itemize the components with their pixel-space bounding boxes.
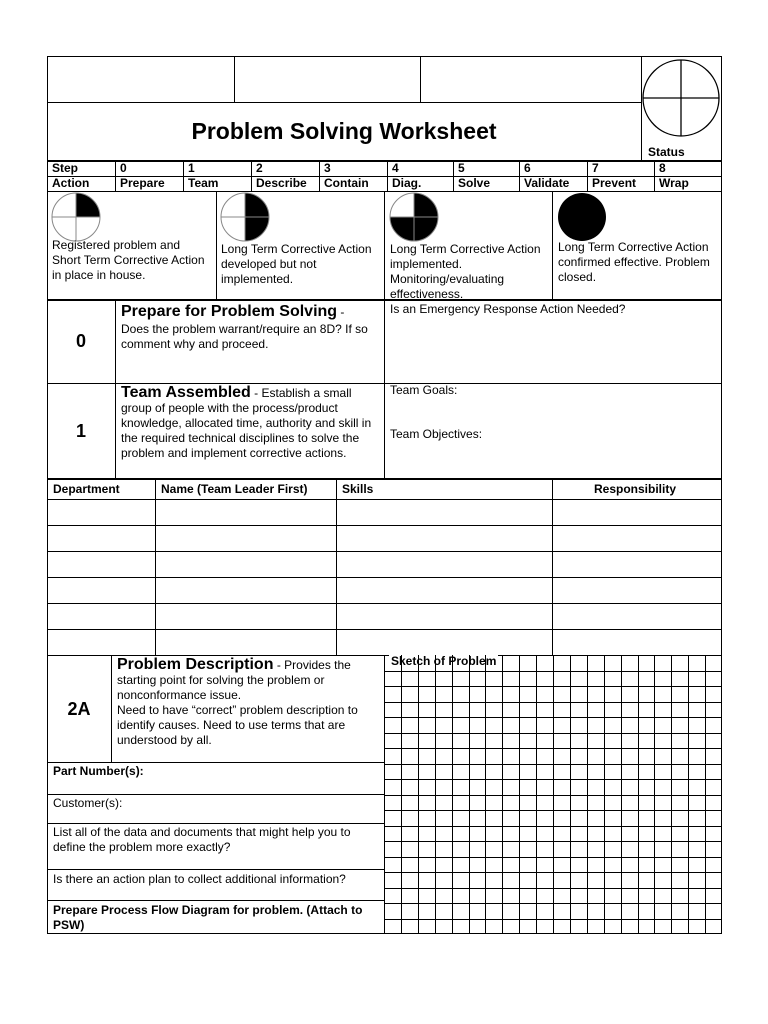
step-number: 6: [524, 161, 531, 175]
sketch-grid-line: [384, 717, 722, 718]
team-objectives-label: Team Objectives:: [390, 427, 483, 441]
status-legend-text: Registered problem and Short Term Corrective Action in place in house.: [52, 238, 205, 282]
team-table-cell[interactable]: [553, 552, 721, 576]
section-0-num-divider: [115, 300, 116, 384]
team-table-cell[interactable]: [553, 578, 721, 602]
step-number: 1: [188, 161, 195, 175]
section-2a-number: 2A: [67, 699, 91, 719]
team-table-cell[interactable]: [553, 500, 721, 524]
step-row-label: Step: [52, 161, 79, 175]
section-0-text: [121, 303, 379, 352]
header-field-3[interactable]: [421, 57, 640, 101]
steps-col-divider: [387, 161, 388, 192]
step-action[interactable]: Solve: [458, 176, 491, 190]
team-table-header: Skills: [342, 482, 374, 496]
section-2a-text: [117, 657, 380, 748]
team-table-header: Department: [53, 482, 120, 496]
team-table-cell[interactable]: [156, 604, 335, 628]
step-action[interactable]: Diag.: [392, 176, 422, 190]
section-1-heading: Team Assembled: [121, 384, 251, 401]
section-1-num-divider: [115, 383, 116, 479]
emergency-response-prompt: Is an Emergency Response Action Needed?: [390, 302, 626, 316]
section-2a-heading: Problem Description: [117, 656, 274, 673]
sketch-grid-line: [384, 748, 722, 749]
section-2a-body-1: - Provides the starting point for solving the problem or nonconformance issue.: [117, 658, 351, 702]
team-table-cell[interactable]: [48, 500, 154, 524]
team-table-cell[interactable]: [156, 630, 335, 654]
sketch-grid-line: [384, 810, 722, 811]
team-table-cell[interactable]: [337, 578, 551, 602]
sketch-grid-line: [384, 903, 722, 904]
section-0-heading-suffix: -: [337, 305, 345, 319]
section-0-right-divider: [384, 300, 385, 384]
steps-col-divider: [115, 161, 116, 192]
part-number-divider: [47, 794, 384, 795]
team-table-cell[interactable]: [48, 552, 154, 576]
action-row-label: Action: [52, 176, 90, 190]
legend-divider-2: [384, 191, 385, 300]
section-1-text: [121, 385, 381, 461]
sketch-grid-line: [384, 733, 722, 734]
header-field-1[interactable]: [48, 57, 233, 101]
team-table-cell[interactable]: [553, 630, 721, 654]
team-table-cell[interactable]: [337, 500, 551, 524]
sketch-grid-line: [384, 841, 722, 842]
step-number: 8: [659, 161, 666, 175]
status-quarter-2-icon: [220, 192, 270, 242]
status-legend-text: Long Term Corrective Action implemented. Monitoring/evaluating effectiveness.: [390, 242, 541, 301]
section-2a-header-divider: [47, 762, 384, 763]
team-goals-label: Team Goals:: [390, 383, 458, 397]
step-number: 5: [458, 161, 465, 175]
team-table-cell[interactable]: [48, 526, 154, 550]
customers-label: Customer(s):: [53, 796, 123, 810]
data-docs-divider: [47, 869, 384, 870]
step-number: 4: [392, 161, 399, 175]
status-quarter-3-icon: [389, 192, 439, 242]
team-table-cell[interactable]: [48, 604, 154, 628]
team-table-cell[interactable]: [337, 604, 551, 628]
section-0-heading: Prepare for Problem Solving: [121, 303, 338, 320]
team-table-cell[interactable]: [553, 526, 721, 550]
steps-col-divider: [183, 161, 184, 192]
status-label: Status: [648, 145, 685, 159]
step-action[interactable]: Validate: [524, 176, 570, 190]
sketch-grid-line: [384, 702, 722, 703]
flow-diagram-label: Prepare Process Flow Diagram for problem. (Attach to PSW): [53, 903, 363, 932]
customer-divider: [47, 823, 384, 824]
section-2a-body-2: Need to have “correct” problem description to identify causes. Need to use terms that are understood by all.: [117, 703, 358, 747]
status-circle-icon[interactable]: [641, 56, 721, 142]
team-table-cell[interactable]: [48, 630, 154, 654]
action-plan-label: Is there an action plan to collect additional information?: [53, 872, 346, 886]
status-quarter-1-icon: [51, 192, 101, 242]
steps-col-divider: [319, 161, 320, 192]
steps-col-divider: [654, 161, 655, 192]
data-docs-label: List all of the data and documents that might help you to define the problem more exactly?: [53, 825, 351, 854]
steps-col-divider: [587, 161, 588, 192]
step-action[interactable]: Prevent: [592, 176, 637, 190]
section-1-body: - Establish a small group of people with the process/product knowledge, allocated time, authority and skill in the required technical disciplines to solve the problem and implement corrective actions.: [121, 386, 372, 460]
section-0-number: 0: [75, 331, 86, 351]
team-table-cell[interactable]: [156, 526, 335, 550]
sketch-grid-line: [384, 888, 722, 889]
sketch-grid-line: [384, 779, 722, 780]
sketch-grid-line: [384, 919, 722, 920]
legend-divider-3: [552, 191, 553, 300]
step-number: 2: [256, 161, 263, 175]
status-legend-text: Long Term Corrective Action developed but not implemented.: [221, 242, 372, 286]
status-legend-text: Long Term Corrective Action confirmed effective. Problem closed.: [558, 240, 710, 284]
header-field-2[interactable]: [235, 57, 419, 101]
section-1-number: 1: [75, 421, 86, 441]
step-action[interactable]: Prepare: [120, 176, 165, 190]
step-action[interactable]: Contain: [324, 176, 369, 190]
sketch-grid-line: [384, 764, 722, 765]
team-table-cell[interactable]: [156, 552, 335, 576]
section-1-right-divider: [384, 383, 385, 479]
page-title: Problem Solving Worksheet: [191, 118, 497, 144]
status-quarter-4-icon: [557, 192, 607, 242]
section-0-body: Does the problem warrant/require an 8D? If so comment why and proceed.: [121, 322, 368, 351]
team-table-cell[interactable]: [337, 552, 551, 576]
sketch-grid-line: [384, 872, 722, 873]
section-2a-num-divider: [111, 655, 112, 762]
team-table-cell[interactable]: [337, 630, 551, 654]
step-action[interactable]: Describe: [256, 176, 307, 190]
team-table-cell[interactable]: [48, 578, 154, 602]
team-table-cell[interactable]: [337, 526, 551, 550]
team-table-header: Responsibility: [594, 482, 677, 496]
part-numbers-label: Part Number(s):: [53, 764, 144, 778]
team-table-cell[interactable]: [553, 604, 721, 628]
header-divider: [47, 102, 641, 103]
step-number: 3: [324, 161, 331, 175]
steps-col-divider: [453, 161, 454, 192]
step-number: 0: [120, 161, 127, 175]
team-table-header: Name (Team Leader First): [161, 482, 308, 496]
sketch-label: Sketch of Problem: [391, 654, 497, 668]
steps-col-divider: [519, 161, 520, 192]
legend-divider-1: [216, 191, 217, 300]
team-table-cell[interactable]: [156, 500, 335, 524]
team-table-cell[interactable]: [156, 578, 335, 602]
sketch-grid-line: [384, 795, 722, 796]
sketch-grid-line: [384, 671, 722, 672]
sketch-grid-line: [384, 857, 722, 858]
step-number: 7: [592, 161, 599, 175]
step-action[interactable]: Wrap: [659, 176, 689, 190]
steps-col-divider: [251, 161, 252, 192]
action-plan-divider: [47, 900, 384, 901]
step-action[interactable]: Team: [188, 176, 219, 190]
emergency-response-field[interactable]: [386, 318, 720, 382]
sketch-grid-line: [384, 686, 722, 687]
sketch-grid-line: [384, 826, 722, 827]
